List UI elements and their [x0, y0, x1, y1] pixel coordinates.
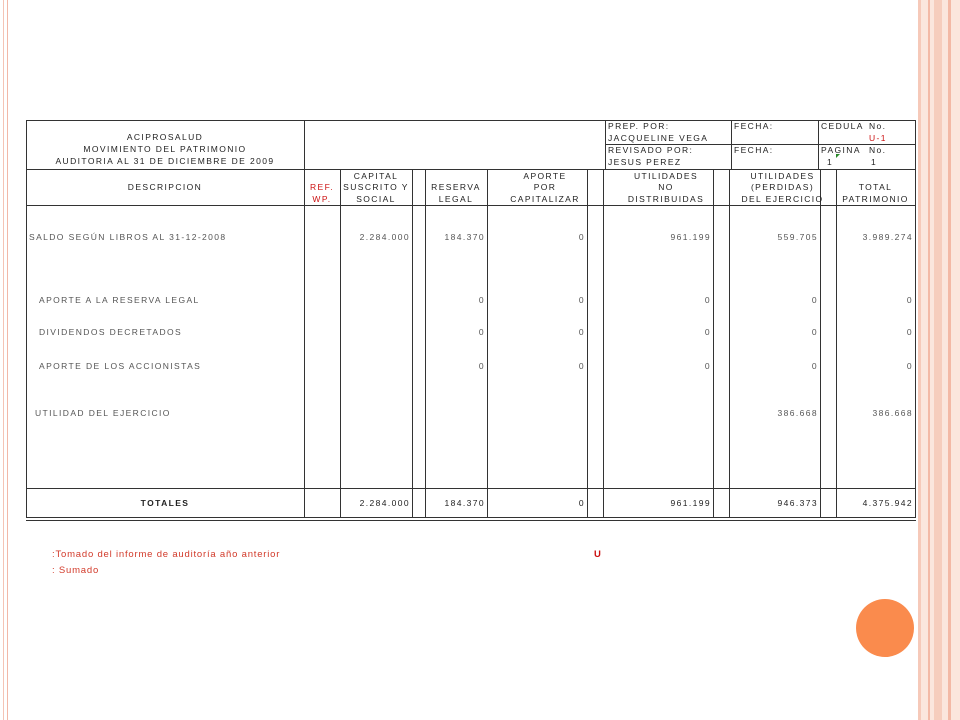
col-capital-3: SOCIAL [356, 194, 396, 204]
equity-worksheet [24, 117, 918, 521]
col-reserva-2: LEGAL [438, 194, 474, 204]
col-reserva-1: RESERVA [431, 182, 481, 192]
col-utilidades-2: NO [658, 182, 674, 192]
note-tomado: :Tomado del informe de auditoría año anterior [52, 549, 281, 560]
pagina-no-label: No. [869, 145, 887, 155]
slide-border-left [0, 0, 8, 720]
row-label: UTILIDAD DEL EJERCICIO [35, 408, 171, 418]
audit-line: AUDITORIA AL 31 DE DICIEMBRE DE 2009 [55, 156, 275, 166]
pagina-value-left: 1 [827, 157, 834, 167]
col-capital-1: CAPITAL [353, 171, 399, 181]
rev-label: REVISADO POR: [608, 145, 694, 155]
cell-utilidades: 0 [704, 295, 711, 305]
cell-aporte: 0 [578, 327, 585, 337]
col-utilidades-3: DISTRIBUIDAS [627, 194, 705, 204]
cell-perdidas: 0 [811, 295, 818, 305]
cedula-no-label: No. [869, 121, 887, 131]
cell-perdidas: 0 [811, 361, 818, 371]
cell-total: 0 [906, 327, 913, 337]
cell-reserva: 184.370 [444, 232, 485, 242]
col-perdidas-1: UTILIDADES [750, 171, 815, 181]
cell-capital: 2.284.000 [359, 232, 410, 242]
totals-label: TOTALES [140, 498, 190, 508]
cell-utilidades: 0 [704, 361, 711, 371]
col-aporte-1: APORTE [523, 171, 567, 181]
total-reserva: 184.370 [444, 498, 485, 508]
orange-circle-decoration [856, 599, 914, 657]
cell-reserva: 0 [478, 361, 485, 371]
col-perdidas-3: DEL EJERCICIO [741, 194, 824, 204]
col-aporte-2: POR [533, 182, 557, 192]
pagina-value-right: 1 [871, 157, 878, 167]
fecha-label-2: FECHA: [734, 145, 774, 155]
col-total-2: PATRIMONIO [842, 194, 909, 204]
row-label: SALDO SEGÚN LIBROS AL 31-12-2008 [29, 232, 227, 242]
cell-total: 0 [906, 361, 913, 371]
col-perdidas-2: (PERDIDAS) [750, 182, 815, 192]
cell-reserva: 0 [478, 295, 485, 305]
cedula-value: U-1 [869, 133, 887, 143]
total-capital: 2.284.000 [359, 498, 410, 508]
col-ref-2: WP. [312, 194, 332, 204]
cedula-label: CEDULA [821, 121, 864, 131]
cell-total: 386.668 [872, 408, 913, 418]
cell-aporte: 0 [578, 361, 585, 371]
col-ref-1: REF. [309, 182, 335, 192]
cell-perdidas: 559.705 [777, 232, 818, 242]
note-mark-u: U [594, 549, 602, 560]
row-label: DIVIDENDOS DECRETADOS [39, 327, 183, 337]
total-aporte: 0 [578, 498, 585, 508]
prep-name: JACQUELINE VEGA [608, 133, 709, 143]
cell-aporte: 0 [578, 295, 585, 305]
cell-reserva: 0 [478, 327, 485, 337]
note-sumado: : Sumado [52, 565, 100, 576]
col-capital-2: SUSCRITO Y [343, 182, 409, 192]
slide-border-right [918, 0, 960, 720]
cell-perdidas: 0 [811, 327, 818, 337]
cell-perdidas: 386.668 [777, 408, 818, 418]
company-name: ACIPROSALUD [126, 132, 204, 142]
report-subtitle: MOVIMIENTO DEL PATRIMONIO [83, 144, 247, 154]
cell-utilidades: 0 [704, 327, 711, 337]
col-utilidades-1: UTILIDADES [633, 171, 699, 181]
total-total: 4.375.942 [862, 498, 913, 508]
col-descripcion: DESCRIPCION [127, 182, 203, 192]
cell-aporte: 0 [578, 232, 585, 242]
row-label: APORTE DE LOS ACCIONISTAS [39, 361, 202, 371]
cell-total: 0 [906, 295, 913, 305]
cell-comment-marker [836, 154, 840, 158]
prep-label: PREP. POR: [608, 121, 670, 131]
row-label: APORTE A LA RESERVA LEGAL [39, 295, 200, 305]
cell-utilidades: 961.199 [670, 232, 711, 242]
fecha-label-1: FECHA: [734, 121, 774, 131]
rev-name: JESUS PEREZ [608, 157, 682, 167]
cell-total: 3.989.274 [862, 232, 913, 242]
total-utilidades: 961.199 [670, 498, 711, 508]
total-perdidas: 946.373 [777, 498, 818, 508]
col-total-1: TOTAL [858, 182, 893, 192]
pagina-label: PAGINA [821, 145, 861, 155]
col-aporte-3: CAPITALIZAR [510, 194, 580, 204]
